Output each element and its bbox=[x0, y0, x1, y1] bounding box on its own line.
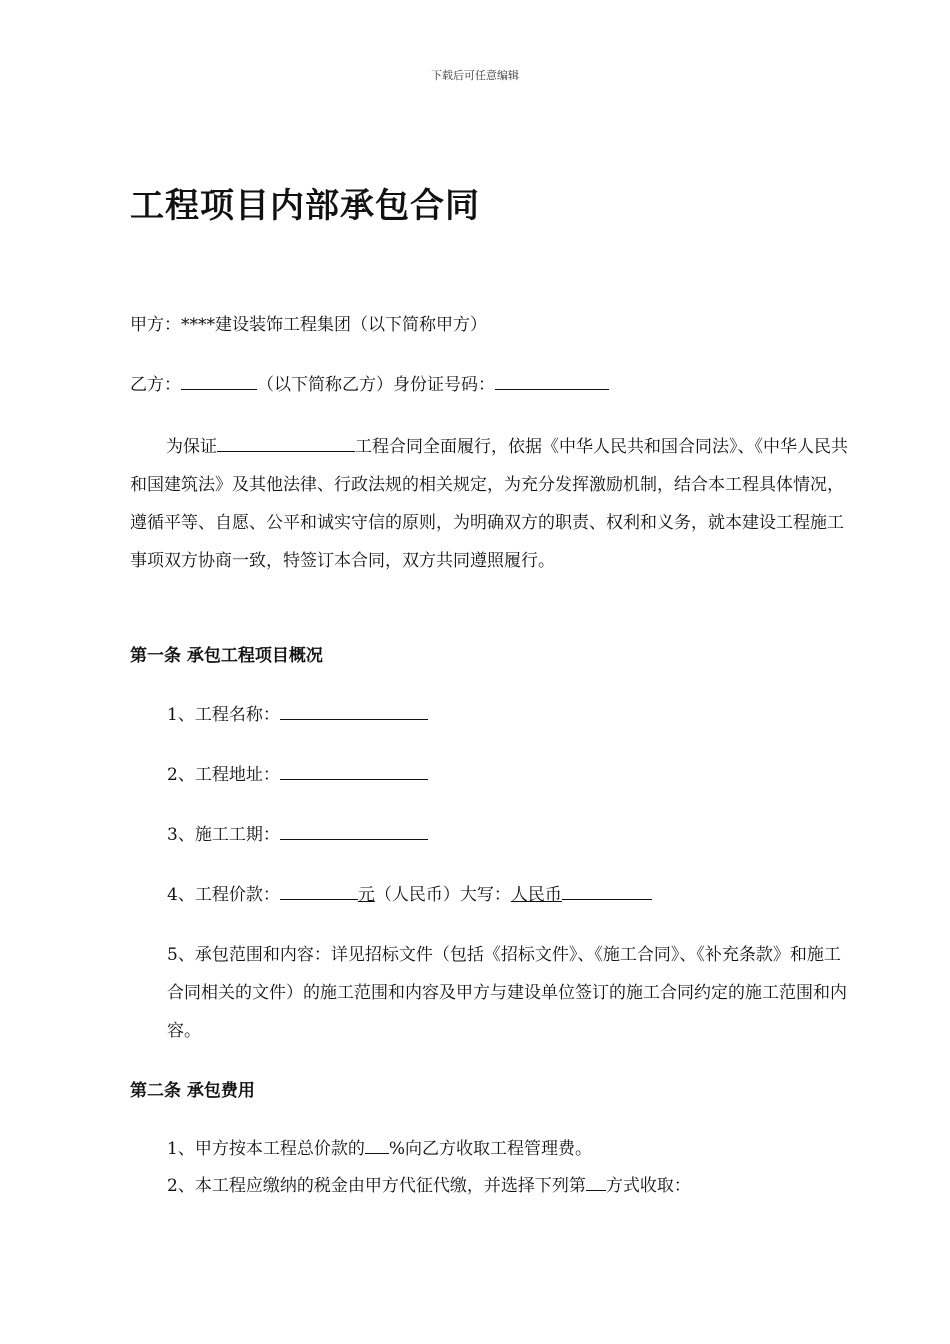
item-project-address-label: 2、工程地址： bbox=[167, 765, 280, 785]
item-project-price-label: 4、工程价款： bbox=[167, 885, 280, 905]
item-scope: 5、承包范围和内容：详见招标文件（包括《招标文件》、《施工合同》、《补充条款》和施工合同相关的文件）的施工范围和内容及甲方与建设单位签订的施工合同约定的施工范围和内容。 bbox=[167, 945, 847, 1041]
item-project-name-label: 1、工程名称： bbox=[167, 705, 280, 725]
price-capital-label: （人民币）大写： bbox=[374, 885, 511, 905]
header-note: 下载后可任意编辑 bbox=[431, 69, 519, 82]
party-b-name-blank[interactable] bbox=[181, 372, 257, 390]
document-title: 工程项目内部承包合同 bbox=[130, 186, 480, 226]
party-b-line bbox=[130, 370, 609, 395]
tax-method-choice-field[interactable] bbox=[586, 1173, 606, 1191]
management-fee-suffix: %向乙方收取工程管理费。 bbox=[388, 1139, 592, 1159]
project-address-field[interactable] bbox=[280, 762, 428, 780]
item-tax-method bbox=[167, 1171, 691, 1196]
party-a-line: 甲方：****建设装饰工程集团（以下简称甲方） bbox=[130, 315, 487, 335]
intro-part1: 为保证 bbox=[166, 437, 217, 457]
item-construction-period-label: 3、施工工期： bbox=[167, 825, 280, 845]
construction-period-field[interactable] bbox=[280, 822, 428, 840]
project-name-blank[interactable] bbox=[217, 434, 355, 452]
section-2-heading: 第二条 承包费用 bbox=[130, 1081, 255, 1101]
intro-paragraph bbox=[130, 428, 850, 580]
item-project-address bbox=[167, 760, 428, 785]
management-fee-prefix: 1、甲方按本工程总价款的 bbox=[167, 1139, 365, 1159]
section-1-heading: 第一条 承包工程项目概况 bbox=[130, 646, 323, 666]
party-b-prefix: 乙方： bbox=[130, 375, 181, 395]
price-capital-field[interactable] bbox=[562, 882, 652, 900]
price-amount-field[interactable] bbox=[280, 882, 358, 900]
tax-method-suffix: 方式收取： bbox=[605, 1176, 691, 1196]
tax-method-prefix: 2、本工程应缴纳的税金由甲方代征代缴，并选择下列第 bbox=[167, 1176, 586, 1196]
id-number-blank[interactable] bbox=[495, 372, 609, 390]
item-management-fee bbox=[167, 1134, 592, 1159]
item-construction-period bbox=[167, 820, 428, 845]
project-name-field[interactable] bbox=[280, 702, 428, 720]
price-rmb: 人民币 bbox=[510, 885, 562, 905]
party-b-middle: （以下简称乙方）身份证号码： bbox=[257, 375, 495, 395]
price-unit: 元 bbox=[357, 885, 375, 905]
item-project-name bbox=[167, 700, 428, 725]
item-project-price bbox=[167, 880, 652, 905]
management-fee-percent-field[interactable] bbox=[365, 1136, 389, 1154]
intro-part2: 工程合同全面履行，依据《中华人民共和国合同法》、《中华人民共和国建筑法》及其他法律、行政法规的相关规定，为充分发挥激励机制，结合本工程具体情况，遵循平等、自愿、公平和诚实守信的原则，为明确双方的职责、权利和义务，就本建设工程施工事项双方协商一致，特签订本合同，双方共同遵照履行。 bbox=[130, 437, 848, 571]
